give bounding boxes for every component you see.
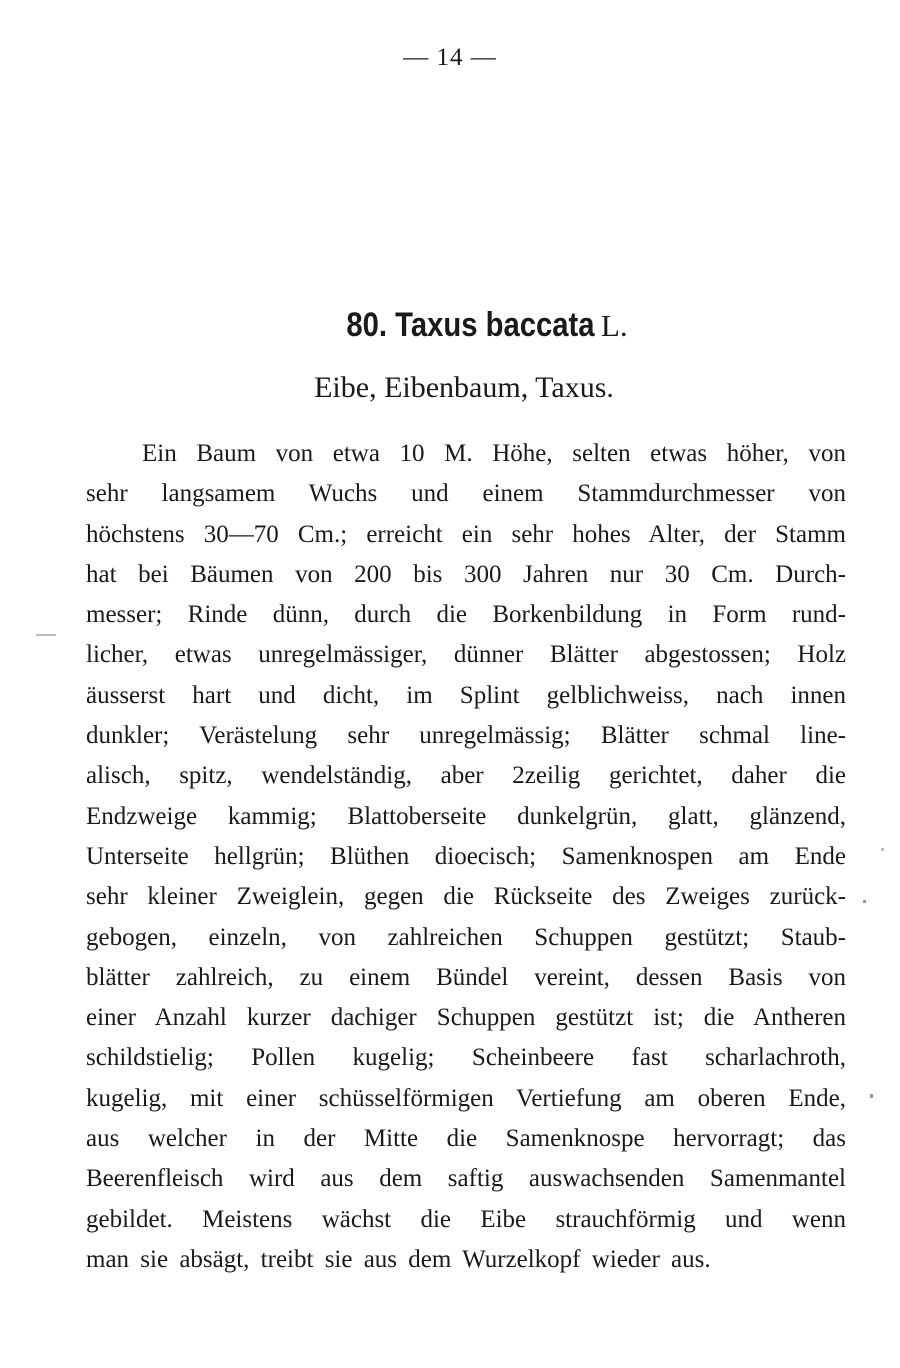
text-line: aus welcher in der Mitte die Samenknospe hervorragt; das	[86, 1125, 846, 1153]
text-line: dunkler; Verästelung sehr unregelmässig; Blätter schmal line-	[86, 722, 846, 750]
text-line: man sie absägt, treibt sie aus dem Wurzelkopf wieder aus.	[86, 1245, 711, 1273]
text-line: schildstielig; Pollen kugelig; Scheinbeere fast scharlachroth,	[86, 1044, 846, 1072]
text-line: kugelig, mit einer schüsselförmigen Vertiefung am oberen Ende,	[86, 1084, 846, 1112]
text-line: hat bei Bäumen von 200 bis 300 Jahren nur 30 Cm. Durch-	[86, 560, 846, 588]
margin-dot-mark	[863, 900, 866, 903]
species-number-and-name: 80. Taxus baccata	[346, 306, 595, 344]
margin-dot-mark	[881, 848, 884, 851]
text-line: blätter zahlreich, zu einem Bündel vereint, dessen Basis von	[86, 963, 846, 991]
margin-dash-mark	[36, 634, 56, 636]
text-line: Ein Baum von etwa 10 M. Höhe, selten etwas höher, von	[142, 440, 846, 467]
text-line: sehr kleiner Zweiglein, gegen die Rückseite des Zweiges zurück-	[86, 883, 846, 911]
text-line: Unterseite hellgrün; Blüthen dioecisch; Samenknospen am Ende	[86, 842, 846, 870]
margin-dot-mark	[870, 1094, 873, 1098]
common-names: Eibe, Eibenbaum, Taxus.	[314, 371, 614, 404]
species-author: L.	[600, 308, 628, 343]
text-line: einer Anzahl kurzer dachiger Schuppen gestützt ist; die Antheren	[86, 1004, 846, 1032]
text-line: gebildet. Meistens wächst die Eibe strauchförmig und wenn	[86, 1205, 846, 1233]
text-line: alisch, spitz, wendelständig, aber 2zeilig gerichtet, daher die	[86, 762, 846, 790]
text-line: messer; Rinde dünn, durch die Borkenbildung in Form rund-	[86, 601, 846, 629]
species-heading	[0, 303, 900, 348]
text-line: gebogen, einzeln, von zahlreichen Schuppen gestützt; Staub-	[86, 923, 846, 951]
text-line: höchstens 30—70 Cm.; erreicht ein sehr hohes Alter, der Stamm	[86, 520, 846, 548]
text-line: äusserst hart und dicht, im Splint gelblichweiss, nach innen	[86, 681, 846, 709]
text-line: Beerenfleisch wird aus dem saftig auswachsenden Samenmantel	[86, 1165, 846, 1193]
description-paragraph	[86, 434, 846, 1280]
text-line: sehr langsamem Wuchs und einem Stammdurchmesser von	[86, 480, 846, 508]
page-number: — 14 —	[403, 44, 497, 71]
text-line: licher, etwas unregelmässiger, dünner Blätter abgestossen; Holz	[86, 641, 846, 669]
text-line: Endzweige kammig; Blattoberseite dunkelgrün, glatt, glänzend,	[86, 802, 846, 830]
